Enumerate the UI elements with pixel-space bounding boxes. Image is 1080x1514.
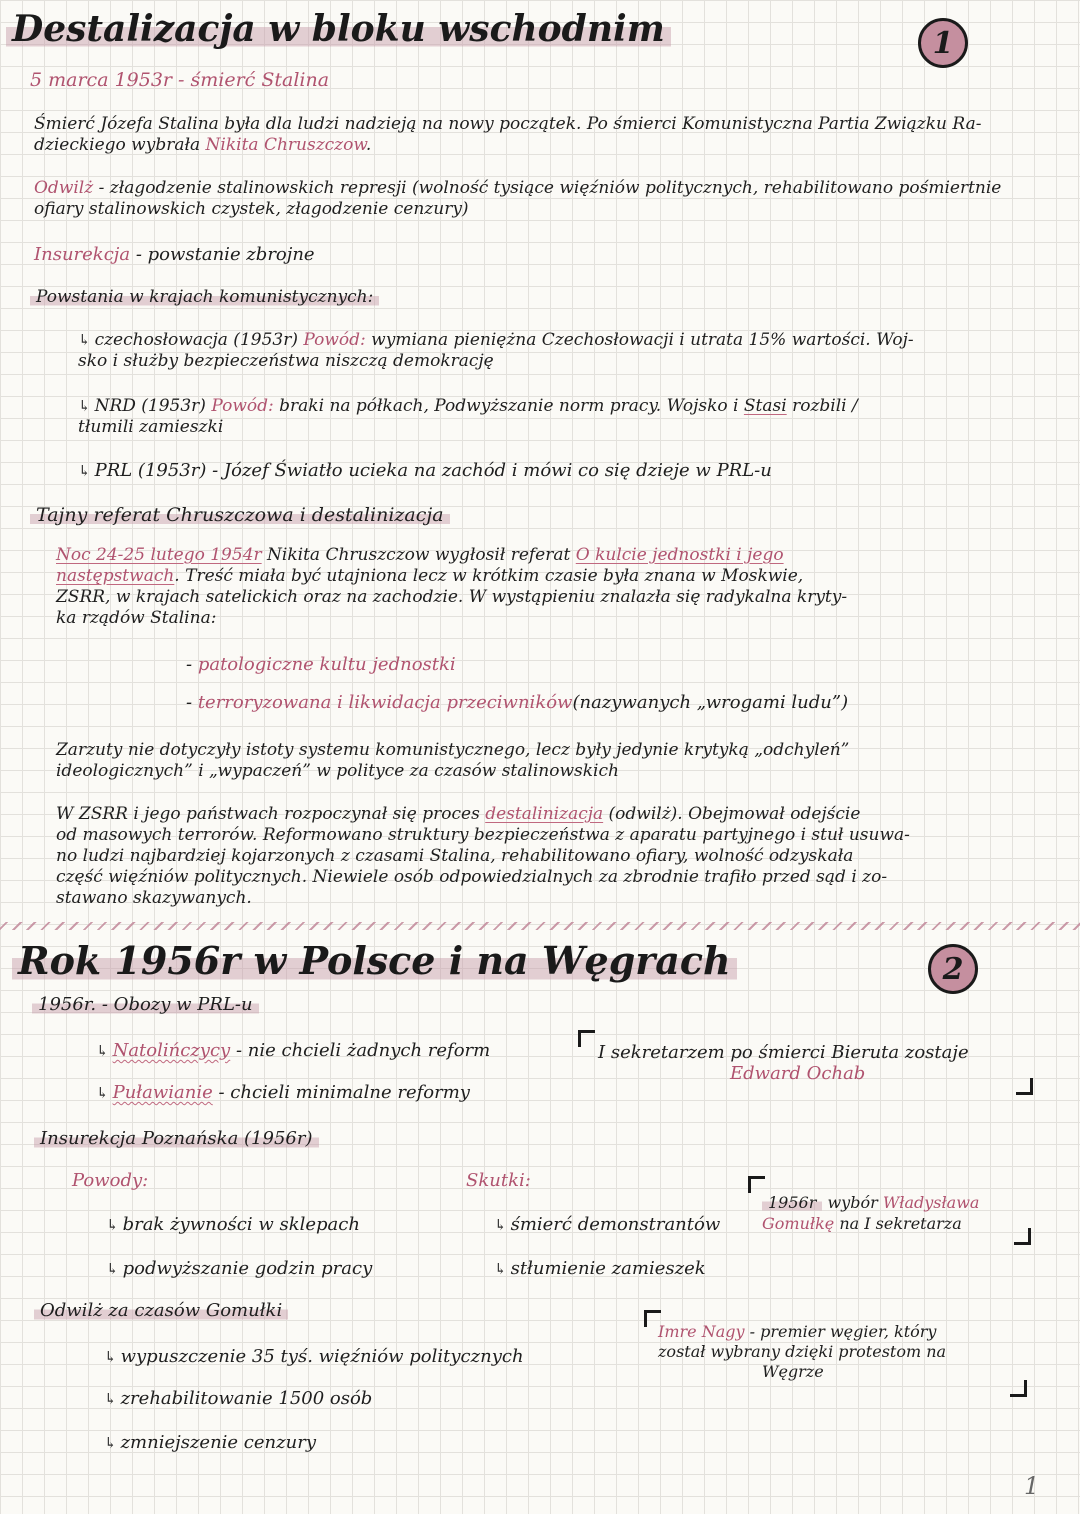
obozy-line: 1956r. - Obozy w PRL-u: [32, 994, 259, 1015]
bullet-kult: - patologiczne kultu jednostki: [186, 654, 456, 675]
skutek-1: ↳ śmierć demonstrantów: [494, 1214, 721, 1235]
uprisings-heading: Powstania w krajach komunistycznych:: [30, 287, 379, 308]
pulawianie: ↳ Puławianie - chcieli minimalne reformy: [96, 1082, 470, 1103]
bracket-bottom-right: [1014, 1228, 1031, 1245]
section2-number-badge: 2: [928, 944, 978, 994]
section2-title: Rok 1956r w Polsce i na Węgrach: [12, 938, 737, 983]
odwilz-point-2: ↳ zrehabilitowanie 1500 osób: [104, 1388, 373, 1409]
insurekcja-definition: Insurekcja - powstanie zbrojne: [34, 244, 315, 265]
uprising-nrd: ↳ NRD (1953r) Powód: braki na półkach, Podwyższanie norm pracy. Wojsko i Stasi rozbili / tłumili zamieszki: [78, 396, 858, 437]
referat-paragraph: Noc 24-25 lutego 1954r Nikita Chruszczow wygłosił referat O kulcie jednostki i jego następstwach. Treść miała być utajniona lecz w krótkim czasie była znana w Moskwie, ZSRR, w krajach satelickich oraz na zachodzie. W wystąpieniu znalazła się radykalna kryty- ka rządów Stalina:: [56, 545, 848, 628]
destalinizacja-paragraph: W ZSRR i jego państwach rozpoczynał się proces destalinizacja (odwilż). Obejmował odejście od masowych terrorów. Reformowano struktury bezpieczeństwa z aparatu partyjnego i stuł usuwa- no ludzi najbardziej kojarzonych z czasami Stalina, rehabilitowano ofiary, wolność odzyskała część więźniów politycznych. Niewiele osób odpowiedzialnych za zbrodnie trafiło przed sąd i zo- stawano skazywanych.: [56, 804, 910, 908]
bracket-bottom-right: [1010, 1380, 1027, 1397]
natolinczycy: ↳ Natolińczycy - nie chcieli żadnych reform: [96, 1040, 491, 1061]
nagy-note: Imre Nagy - premier węgier, który został wybrany dzięki protestom na Węgrze: [658, 1322, 947, 1381]
odwilz-point-3: ↳ zmniejszenie cenzury: [104, 1432, 316, 1453]
powod-2: ↳ podwyższanie godzin pracy: [106, 1258, 373, 1279]
bracket-top-left: [578, 1030, 595, 1047]
uprising-czechoslovakia: ↳ czechosłowacja (1953r) Powód: wymiana pieniężna Czechosłowacji i utrata 15% wartości. Woj- sko i służby bezpieczeństwa niszczą demokrację: [78, 330, 914, 371]
insurekcja-poznanska: Insurekcja Poznańska (1956r): [34, 1128, 319, 1149]
gomulka-note: 1956r wybór Władysława Gomułkę na I sekretarza: [762, 1193, 980, 1233]
powody-label: Powody:: [72, 1170, 149, 1191]
sekretarz-note: I sekretarzem po śmierci Bieruta zostaje Edward Ochab: [598, 1042, 969, 1084]
bracket-bottom-right: [1016, 1078, 1033, 1095]
section-divider: [0, 922, 1080, 930]
date-line: 5 marca 1953r - śmierć Stalina: [30, 69, 330, 91]
odwilz-definition: Odwilż - złagodzenie stalinowskich represji (wolność tysiące więźniów politycznych, rehabilitowano pośmiertnie ofiary stalinowskich czystek, złagodzenie cenzury): [34, 178, 1002, 219]
section1-number-badge: 1: [918, 18, 968, 68]
uprising-prl: ↳ PRL (1953r) - Józef Światło ucieka na zachód i mówi co się dzieje w PRL-u: [78, 460, 772, 481]
bracket-top-left: [748, 1176, 765, 1193]
section1-title: Destalizacja w bloku wschodnim: [6, 8, 671, 50]
zarzuty-paragraph: Zarzuty nie dotyczyły istoty systemu komunistycznego, lecz były jedynie krytyką „odchyleń” ideologicznych” i „wypaczeń” w polityce za czasów stalinowskich: [56, 740, 850, 781]
skutki-label: Skutki:: [466, 1170, 531, 1191]
odwilz-point-1: ↳ wypuszczenie 35 tyś. więźniów politycznych: [104, 1346, 524, 1367]
odwilz-gomulka-heading: Odwilż za czasów Gomułki: [34, 1300, 288, 1321]
referat-heading: Tajny referat Chruszczowa i destalinizacja: [30, 505, 450, 526]
skutek-2: ↳ stłumienie zamieszek: [494, 1258, 706, 1279]
page-number: 1: [1024, 1472, 1040, 1500]
bullet-terror: - terroryzowana i likwidacja przeciwników(nazywanych „wrogami ludu”): [186, 692, 849, 713]
powod-1: ↳ brak żywności w sklepach: [106, 1214, 360, 1235]
intro-text: Śmierć Józefa Stalina była dla ludzi nadzieją na nowy początek. Po śmierci Komunistyczna Partia Związku Ra- dzieckiego wybrała Nikita Chruszczow.: [34, 114, 982, 155]
